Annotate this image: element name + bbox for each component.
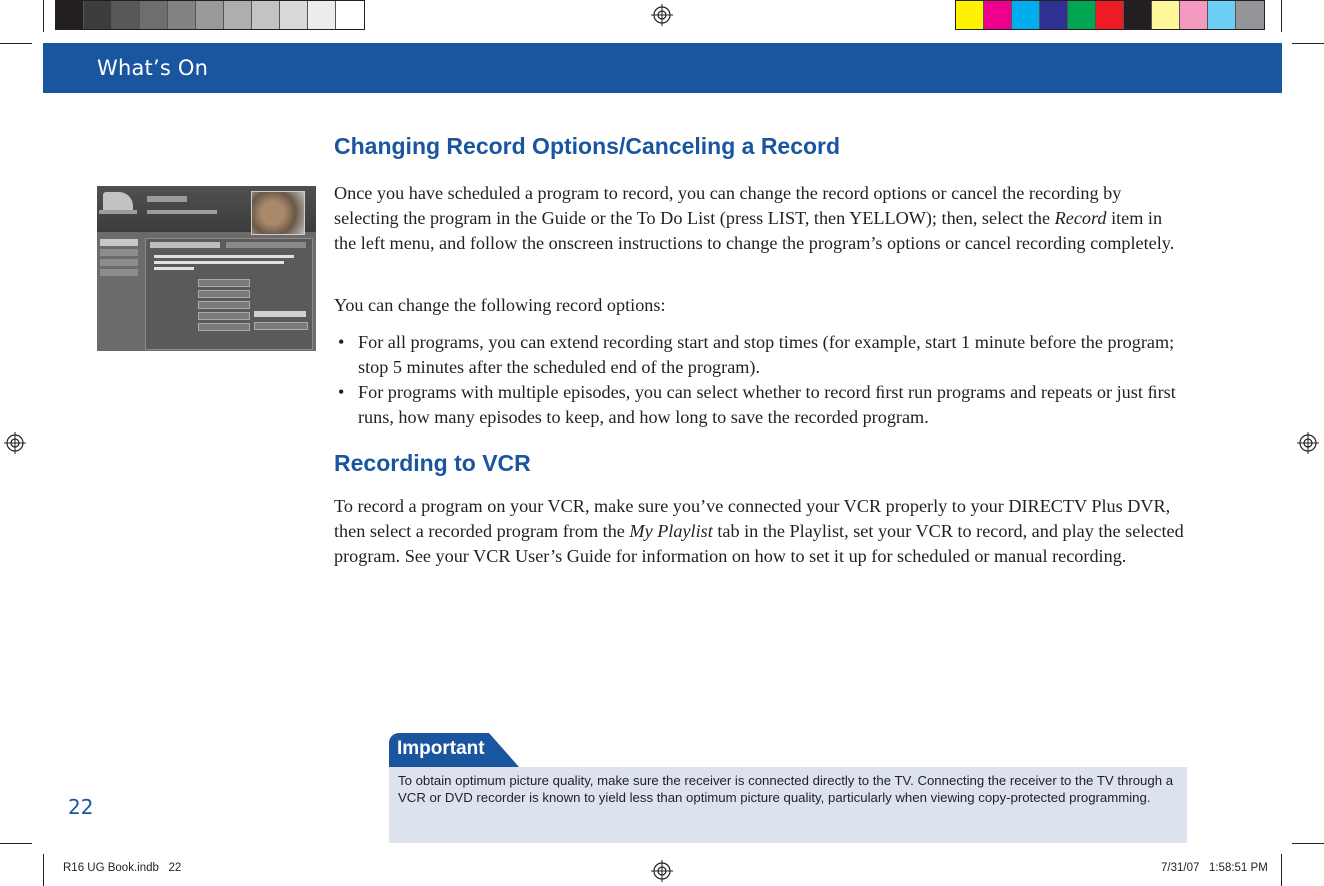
list-item-text: For programs with multiple episodes, you can select whether to record ﬁrst run programs and repeats or just ﬁrst runs, how many episodes to keep, and how long to save the recorded program. <box>358 382 1176 427</box>
list-item <box>334 380 1184 430</box>
bullet-icon: • <box>338 382 345 402</box>
paragraph-text: Once you have scheduled a program to record, you can change the record options or cancel the recording by selecting the program in the Guide or the To Do List (press LIST, then YELLOW); then, select the <box>334 183 1122 228</box>
recording-to-vcr-paragraph <box>334 494 1184 569</box>
list-item-text: For all programs, you can extend recording start and stop times (for example, start 1 minute before the program; stop 5 minutes after the scheduled end of the program). <box>358 332 1175 377</box>
gray-swatch <box>308 1 336 29</box>
crop-mark <box>1281 0 1282 32</box>
registration-mark-icon <box>651 860 673 882</box>
gray-swatch <box>336 1 364 29</box>
crop-mark <box>43 0 44 32</box>
paragraph-text: item in the left menu, and follow the onscreen instructions to change the program’s options or cancel recording completely. <box>334 208 1175 253</box>
process-color-bar <box>955 0 1265 30</box>
color-swatch <box>1180 1 1208 29</box>
paragraph-text: tab in the Playlist, set your VCR to record, and play the selected program. See your VCR User’s Guide for information on how to set it up for scheduled or manual recording. <box>334 521 1184 566</box>
record-options-paragraph <box>334 181 1184 256</box>
color-swatch <box>1152 1 1180 29</box>
crop-mark <box>0 843 32 844</box>
important-label: Important <box>397 738 485 759</box>
gray-swatch <box>56 1 84 29</box>
color-swatch <box>1068 1 1096 29</box>
registration-mark-icon <box>651 4 673 26</box>
gray-swatch <box>196 1 224 29</box>
color-swatch <box>984 1 1012 29</box>
color-swatch <box>1096 1 1124 29</box>
crop-mark <box>43 854 44 886</box>
color-swatch <box>1040 1 1068 29</box>
section-heading-recording-to-vcr: Recording to VCR <box>334 450 531 476</box>
paragraph-italic-term: Record <box>1054 208 1107 228</box>
record-options-list <box>334 330 1184 430</box>
page-number: 22 <box>68 795 94 819</box>
page-title: What’s On <box>97 56 209 80</box>
color-swatch <box>956 1 984 29</box>
record-options-intro: You can change the following record options: <box>334 295 666 315</box>
registration-mark-icon <box>1297 432 1319 454</box>
crop-mark <box>1281 854 1282 886</box>
color-swatch <box>1124 1 1152 29</box>
color-swatch <box>1236 1 1264 29</box>
header-band <box>43 43 1282 93</box>
paragraph-text: To record a program on your VCR, make sure you’ve connected your VCR properly to your DIRECTV Plus DVR, then select a recorded program from the <box>334 496 1171 541</box>
gray-swatch <box>84 1 112 29</box>
grayscale-color-bar <box>55 0 365 30</box>
list-item <box>334 330 1184 380</box>
crop-mark <box>1292 843 1324 844</box>
crop-mark <box>0 43 32 44</box>
section-heading-record-options: Changing Record Options/Canceling a Record <box>334 133 841 159</box>
gray-swatch <box>252 1 280 29</box>
slug-file-name: R16 UG Book.indb 22 <box>63 862 182 874</box>
gray-swatch <box>168 1 196 29</box>
bullet-icon: • <box>338 332 345 352</box>
crop-mark <box>1292 43 1324 44</box>
gray-swatch <box>140 1 168 29</box>
gray-swatch <box>224 1 252 29</box>
gray-swatch <box>112 1 140 29</box>
color-swatch <box>1208 1 1236 29</box>
paragraph-italic-term: My Playlist <box>629 521 713 541</box>
color-swatch <box>1012 1 1040 29</box>
record-options-screenshot <box>97 186 316 351</box>
slug-timestamp: 7/31/07 1:58:51 PM <box>1161 862 1268 874</box>
registration-mark-icon <box>4 432 26 454</box>
program-thumbnail-image <box>251 191 305 235</box>
important-text: To obtain optimum picture quality, make sure the receiver is connected directly to the TV. Connecting the receiver to the TV through a VCR or DVD recorder is known to yield less than optimum picture quality, particularly when viewing copy-protected programming. <box>398 773 1174 806</box>
gray-swatch <box>280 1 308 29</box>
